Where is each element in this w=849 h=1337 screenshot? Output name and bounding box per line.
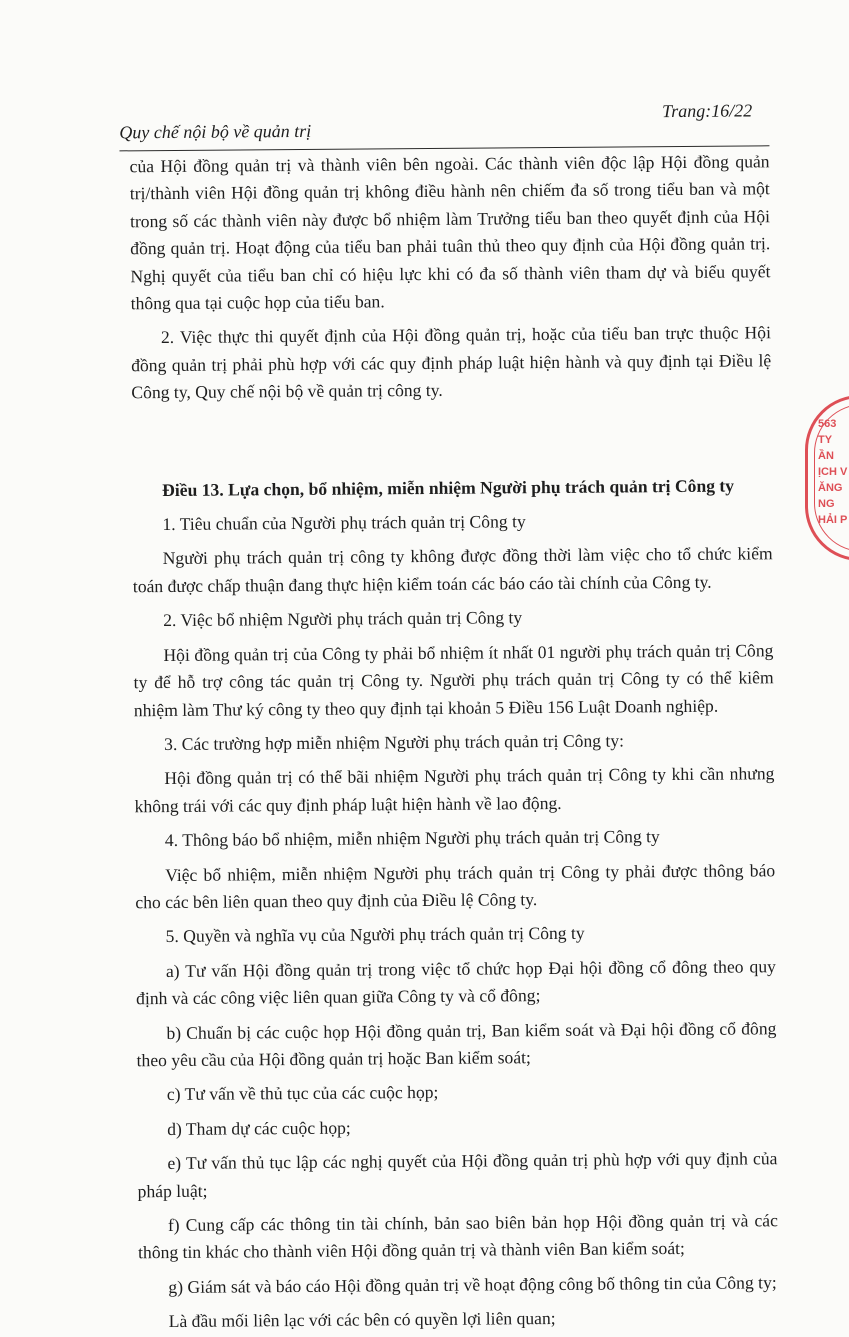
paragraph-continued: của Hội đồng quản trị và thành viên bên ngoài. Các thành viên độc lập Hội đồng quản trị/thành viên Hội đồng quản trị không điều hành nên chiếm đa số trong tiểu ban và một trong số các thành viên này được bổ nhiệm làm Trưởng tiểu ban theo quyết định của Hội đồng quản trị. Hoạt động của tiểu ban phải tuân thủ theo quy định của Hội đồng quản trị. Nghị quyết của tiểu ban chỉ có hiệu lực khi có đa số thành viên tham dự và biểu quyết thông qua tại cuộc họp của tiểu ban. (129, 151, 771, 314)
section-3-title: 3. Các trường hợp miễn nhiệm Người phụ trách quản trị Công ty: (164, 730, 625, 754)
seal-line: HẢI P (818, 514, 848, 526)
list-item: f) Cung cấp các thông tin tài chính, bản sao biên bản họp Hội đồng quản trị và các thông tin khác cho thành viên Hội đồng quản trị và thành viên Ban kiểm soát; (138, 1210, 778, 1263)
seal-line: 563 (818, 418, 837, 430)
list-item: Là đầu mối liên lạc với các bên có quyền lợi liên quan; (168, 1308, 556, 1332)
seal-line: ẦN (818, 450, 834, 462)
section-1-title: 1. Tiêu chuẩn của Người phụ trách quản trị Công ty (162, 511, 526, 535)
document-body (129, 148, 778, 1336)
section-5-title: 5. Quyền và nghĩa vụ của Người phụ trách quản trị Công ty (165, 923, 585, 947)
list-item: g) Giám sát và báo cáo Hội đồng quản trị về hoạt động công bố thông tin của Công ty; (168, 1272, 777, 1297)
article-heading: Điều 13. Lựa chọn, bổ nhiệm, miễn nhiệm Người phụ trách quản trị Công ty (162, 475, 735, 500)
section-3-body: Hội đồng quản trị có thể bãi nhiệm Người phụ trách quản trị Công ty khi cần nhưng không trái với các quy định pháp luật hiện hành về lao động. (134, 763, 775, 816)
seal-text (818, 416, 847, 528)
list-item: e) Tư vấn thủ tục lập các nghị quyết của Hội đồng quản trị phù hợp với quy định của pháp luật; (137, 1148, 778, 1201)
section-2-title: 2. Việc bổ nhiệm Người phụ trách quản trị Công ty (163, 607, 523, 631)
list-item: c) Tư vấn về thủ tục của các cuộc họp; (166, 1082, 439, 1105)
list-item: a) Tư vấn Hội đồng quản trị trong việc tổ chức họp Đại hội đồng cổ đông theo quy định và các công việc liên quan giữa Công ty và cổ đông; (136, 955, 776, 1009)
list-item: b) Chuẩn bị các cuộc họp Hội đồng quản trị, Ban kiểm soát và Đại hội đồng cổ đông theo yêu cầu của Hội đồng quản trị hoặc Ban kiểm soát; (136, 1017, 777, 1071)
seal-line: ĂNG (818, 482, 843, 494)
section-4-title: 4. Thông báo bổ nhiệm, miễn nhiệm Người phụ trách quản trị Công ty (164, 826, 660, 851)
seal-line: TY (818, 434, 833, 446)
section-4-body: Việc bổ nhiệm, miễn nhiệm Người phụ trách quản trị Công ty phải được thông báo cho các bên liên quan theo quy định của Điều lệ Công ty. (135, 859, 776, 913)
page-number: Trang:16/22 (662, 100, 753, 122)
list-item: d) Tham dự các cuộc họp; (167, 1117, 351, 1139)
section-2-body: Hội đồng quản trị của Công ty phải bổ nhiệm ít nhất 01 người phụ trách quản trị Công ty để hỗ trợ công tác quản trị Công ty. Người phụ trách quản trị Công ty có thể kiêm nhiệm làm Thư ký công ty theo quy định tại khoản 5 Điều 156 Luật Doanh nghiệp. (133, 639, 774, 720)
seal-line: NG (818, 498, 835, 510)
section-1-body: Người phụ trách quản trị công ty không được đồng thời làm việc cho tổ chức kiểm toán được chấp thuận đang thực hiện kiểm toán các báo cáo tài chính của Công ty. (132, 543, 773, 597)
document-title: Quy chế nội bộ về quản trị (119, 120, 312, 143)
paragraph-clause-2: 2. Việc thực thi quyết định của Hội đồng quản trị, hoặc của tiểu ban trực thuộc Hội đồng quản trị phải phù hợp với các quy định pháp luật hiện hành và quy định tại Điều lệ Công ty, Quy chế nội bộ về quản trị công ty. (131, 322, 772, 403)
seal-line: ỊCH V (818, 466, 848, 478)
